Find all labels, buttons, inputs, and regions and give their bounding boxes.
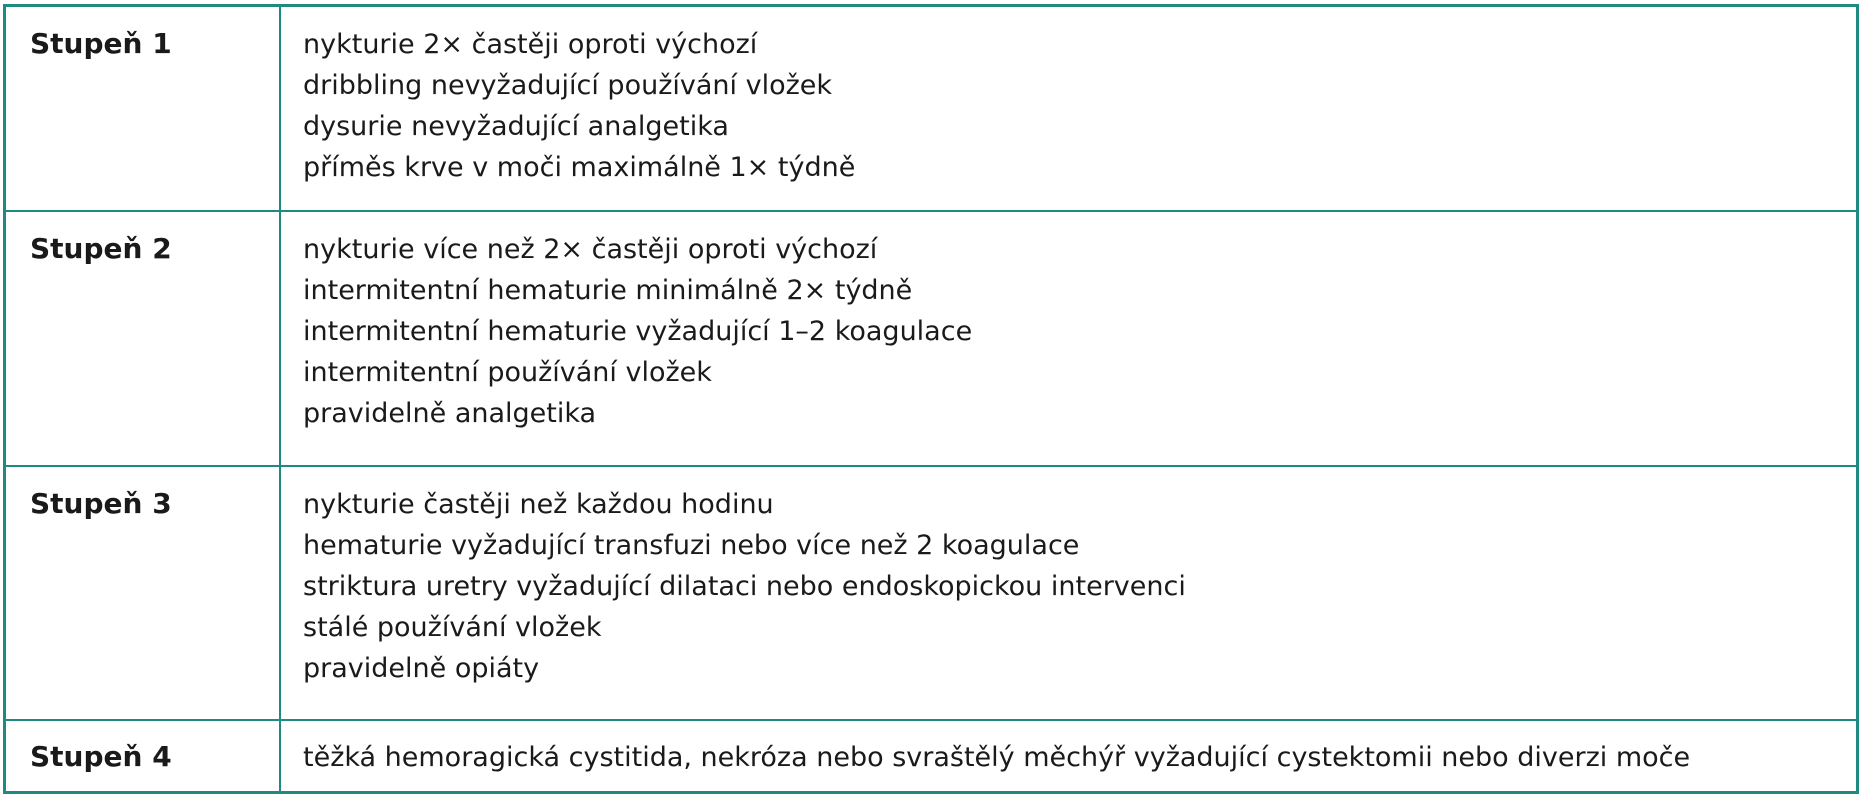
description-line: intermitentní hematurie vyžadující 1–2 koagulace <box>303 316 973 347</box>
table-row-grade-3 <box>6 465 1856 719</box>
description-line: stálé používání vložek <box>303 612 602 643</box>
description-line: těžká hemoragická cystitida, nekróza nebo svraštělý měchýř vyžadující cystektomii nebo diverzi moče <box>303 742 1691 773</box>
description-line: nykturie častěji než každou hodinu <box>303 489 774 520</box>
grade-label: Stupeň 2 <box>6 212 281 465</box>
description-line: nykturie 2× častěji oproti výchozí <box>303 29 758 60</box>
description-line: pravidelně opiáty <box>303 653 540 684</box>
grade-label: Stupeň 4 <box>6 721 281 791</box>
grade-description <box>281 212 1856 465</box>
description-line: pravidelně analgetika <box>303 398 597 429</box>
description-line: příměs krve v moči maximálně 1× týdně <box>303 152 856 183</box>
description-line: dribbling nevyžadující používání vložek <box>303 70 833 101</box>
table-row-grade-4 <box>6 719 1856 791</box>
grade-label: Stupeň 3 <box>6 467 281 719</box>
grade-description <box>281 721 1856 791</box>
description-line: intermitentní hematurie minimálně 2× týdně <box>303 275 913 306</box>
grade-label: Stupeň 1 <box>6 7 281 210</box>
grade-description <box>281 7 1856 210</box>
table-row-grade-2 <box>6 210 1856 465</box>
description-line: intermitentní používání vložek <box>303 357 712 388</box>
grading-table <box>3 4 1859 794</box>
description-line: nykturie více než 2× častěji oproti výchozí <box>303 234 878 265</box>
description-line: dysurie nevyžadující analgetika <box>303 111 729 142</box>
table-row-grade-1 <box>6 7 1856 210</box>
description-line: hematurie vyžadující transfuzi nebo více než 2 koagulace <box>303 530 1080 561</box>
grade-description <box>281 467 1856 719</box>
description-line: striktura uretry vyžadující dilataci nebo endoskopickou intervenci <box>303 571 1186 602</box>
